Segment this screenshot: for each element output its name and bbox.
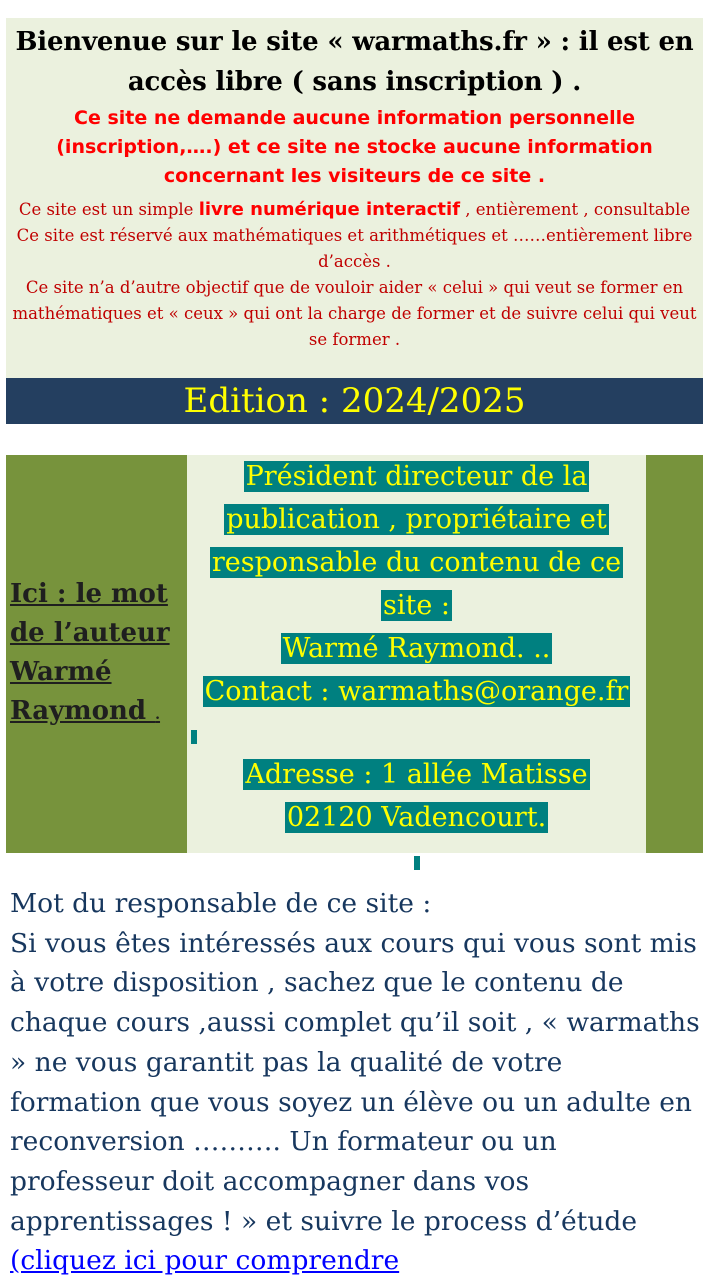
teal-marker (191, 730, 197, 744)
site-description (6, 197, 703, 275)
process-link[interactable]: (cliquez ici pour comprendre (10, 1245, 400, 1277)
author-word-link[interactable] (10, 575, 182, 735)
message-body (10, 924, 702, 1281)
site-objective: Ce site n’a d’autre objectif que de vouloir aider « celui » qui veut se former en mathématiques et « ceux » qui ont la charge de former et de suivre celui qui veut se former . (12, 278, 697, 349)
edition-banner: Edition : 2024/2025 (6, 378, 703, 424)
site-description-end: , entièrement , consultable Ce site est réservé aux mathématiques et arithmétiques et ……entièrement libre d’accès . (16, 200, 693, 271)
publisher-info (187, 455, 646, 853)
address-line-2: 02120 Vadencourt. (286, 802, 547, 833)
welcome-panel (6, 18, 703, 378)
welcome-title: Bienvenue sur le site « warmaths.fr » : il est en accès libre ( sans inscription ) . (15, 27, 694, 97)
publisher-role-line-2: publication , propriétaire et (226, 504, 607, 535)
author-word-link-dot: . (155, 707, 161, 723)
message-heading: Mot du responsable de ce site : (10, 888, 432, 919)
publisher-role-line-3: responsable du contenu de ce (211, 547, 622, 578)
author-word-link-text: Ici : le mot de l’auteur Warmé Raymond (10, 579, 170, 726)
author-section (6, 455, 703, 853)
message-body-text: Si vous êtes intéressés aux cours qui vous sont mis à votre disposition , sachez que le contenu de chaque cours ,aussi complet qu’il soit , « warmaths » ne vous garantit pas la qualité de votre formation que vous soyez un élève ou un adulte en reconversion ………. Un formateur ou un professeur doit accompagner dans vos apprentissages ! » et suivre le process d’étude (10, 927, 700, 1237)
publisher-name: Warmé Raymond. .. (282, 633, 551, 664)
publisher-role-line-4: site : (383, 590, 450, 621)
teal-marker-bottom (414, 856, 420, 870)
site-description-start: Ce site est un simple (18, 200, 199, 219)
address-line-1: Adresse : 1 allée Matisse (245, 759, 588, 790)
contact-email[interactable]: Contact : warmaths@orange.fr (204, 676, 629, 707)
site-manager-message (10, 884, 702, 1281)
publisher-role-line-1: Président directeur de la (245, 461, 588, 492)
privacy-notice: Ce site ne demande aucune information personnelle (inscription,….) et ce site ne stocke aucune information concernant les visiteurs de ce site . (56, 107, 653, 187)
site-description-highlight: livre numérique interactif (198, 199, 461, 220)
